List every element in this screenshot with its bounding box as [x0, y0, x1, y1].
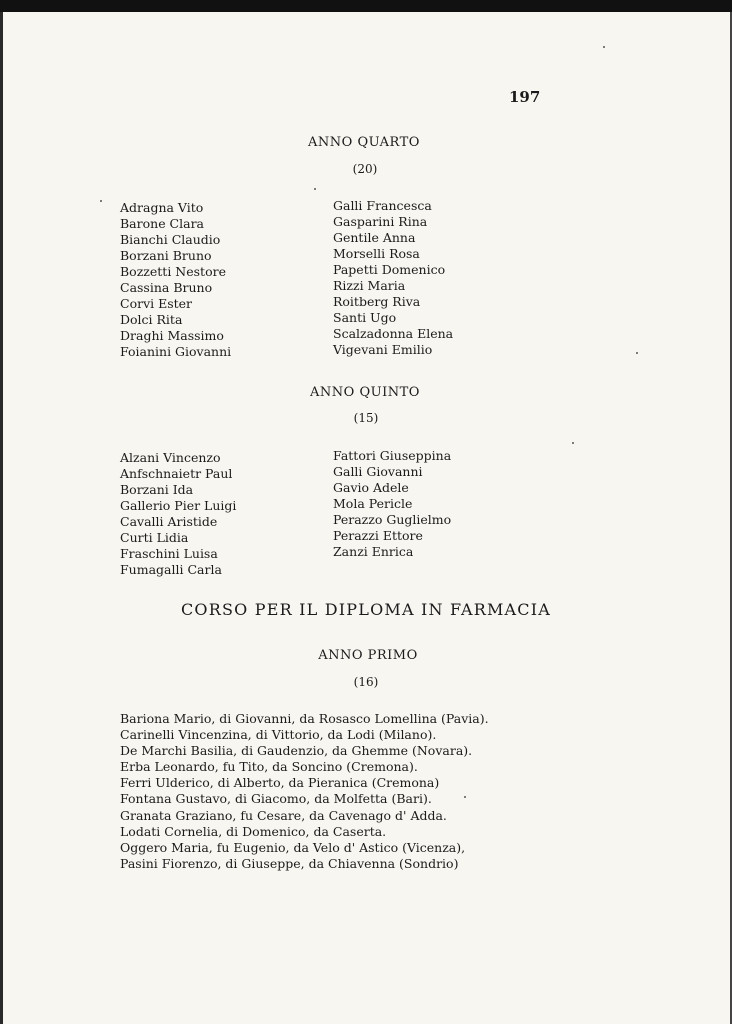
student-entry: Oggero Maria, fu Eugenio, da Velo d' Astico (Vicenza), [120, 839, 466, 855]
student-name: Fumagalli Carla [120, 562, 222, 577]
scan-top-border [0, 0, 732, 12]
student-name: Morselli Rosa [333, 246, 420, 261]
anno-quarto-left-column [120, 200, 231, 360]
student-name: Scalzadonna Elena [333, 326, 454, 341]
student-entry: Carinelli Vincenzina, di Vittorio, da Lodi (Milano). [120, 727, 437, 743]
student-name: Curti Lidia [120, 530, 189, 545]
scan-speck [100, 200, 102, 202]
student-name: Galli Francesca [333, 198, 432, 213]
student-name: Gentile Anna [333, 230, 416, 245]
student-name: Mola Pericle [333, 496, 413, 511]
student-name: Draghi Massimo [120, 328, 224, 343]
student-entry: Pasini Fiorenzo, di Giuseppe, da Chiavenna (Sondrio) [120, 855, 459, 871]
student-entry: Ferri Ulderico, di Alberto, da Pieranica (Cremona) [120, 775, 440, 791]
scan-speck [603, 46, 605, 48]
student-name: Perazzo Guglielmo [333, 512, 452, 527]
student-name: Roitberg Riva [333, 294, 421, 309]
student-entry: Erba Leonardo, fu Tito, da Soncino (Cremona). [120, 759, 418, 775]
student-name: Cavalli Aristide [120, 514, 218, 529]
anno-quinto-count: (15) [353, 411, 379, 425]
anno-quarto-heading: ANNO QUARTO [308, 135, 420, 150]
student-name: Foianini Giovanni [120, 344, 232, 359]
student-name: Fraschini Luisa [120, 546, 218, 561]
page-number: 197 [509, 88, 541, 106]
student-name: Alzani Vincenzo [120, 450, 221, 465]
student-name: Fattori Giuseppina [333, 448, 452, 463]
student-name: Rizzi Maria [333, 278, 406, 293]
student-name: Vigevani Emilio [333, 342, 433, 357]
student-entry: Granata Graziano, fu Cesare, da Cavenago d' Adda. [120, 807, 447, 823]
student-name: Barone Clara [120, 216, 205, 231]
anno-primo-count: (16) [353, 675, 379, 689]
anno-quinto-heading: ANNO QUINTO [310, 385, 420, 400]
student-name: Cassina Bruno [120, 280, 213, 295]
student-name: Bozzetti Nestore [120, 264, 226, 279]
anno-quarto-count: (20) [352, 162, 378, 176]
student-name: Papetti Domenico [333, 262, 446, 277]
student-name: Corvi Ester [120, 296, 193, 311]
student-name: Gasparini Rina [333, 214, 428, 229]
anno-primo-heading: ANNO PRIMO [318, 648, 418, 663]
farmacia-student-list [120, 711, 489, 872]
anno-quarto-right-column [333, 198, 453, 358]
farmacia-section-title: CORSO PER IL DIPLOMA IN FARMACIA [180, 600, 552, 619]
student-name: Gallerio Pier Luigi [120, 498, 237, 513]
scan-speck [636, 352, 638, 354]
student-entry: Lodati Cornelia, di Domenico, da Caserta. [120, 823, 387, 839]
student-name: Borzani Ida [120, 482, 194, 497]
student-entry: Fontana Gustavo, di Giacomo, da Molfetta (Bari). [120, 791, 432, 807]
student-entry: De Marchi Basilia, di Gaudenzio, da Ghemme (Novara). [120, 743, 473, 759]
anno-quinto-left-column [120, 450, 236, 578]
student-name: Zanzi Enrica [333, 544, 414, 559]
student-name: Santi Ugo [333, 310, 397, 325]
student-name: Anfschnaietr Paul [120, 466, 233, 481]
student-name: Perazzi Ettore [333, 528, 423, 543]
student-name: Adragna Vito [120, 200, 204, 215]
student-name: Dolci Rita [120, 312, 183, 327]
anno-quinto-right-column [333, 448, 451, 560]
student-name: Gavio Adele [333, 480, 409, 495]
student-name: Galli Giovanni [333, 464, 423, 479]
scan-speck [572, 442, 574, 444]
student-entry: Bariona Mario, di Giovanni, da Rosasco Lomellina (Pavia). [120, 711, 489, 726]
student-name: Bianchi Claudio [120, 232, 221, 247]
student-name: Borzani Bruno [120, 248, 212, 263]
scan-speck [314, 188, 316, 190]
